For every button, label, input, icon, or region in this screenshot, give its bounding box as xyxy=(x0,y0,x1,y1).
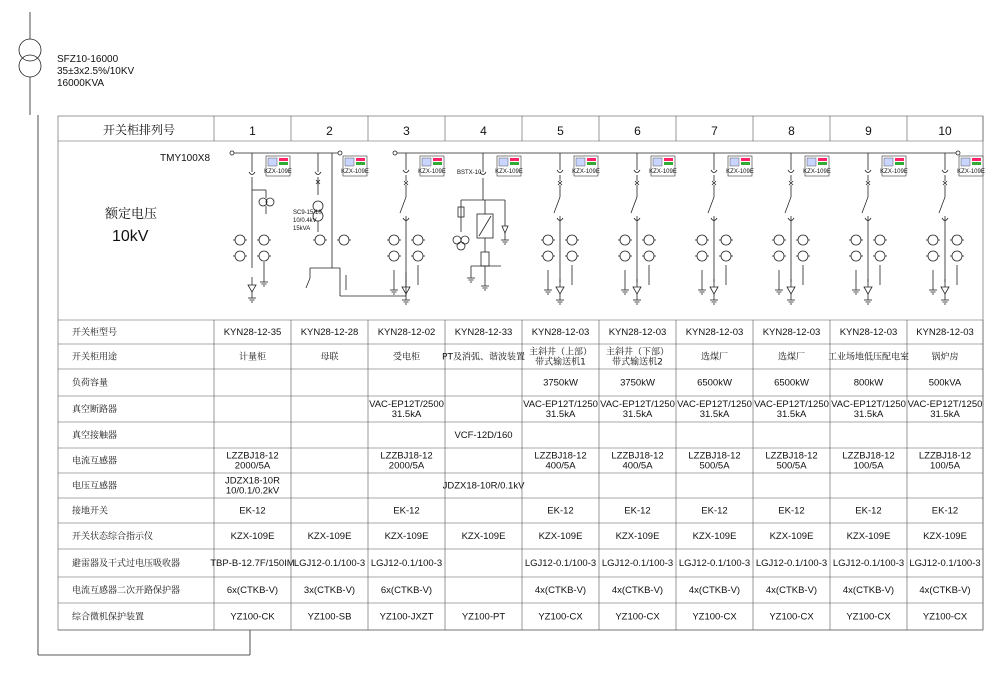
table-cell: 6x(CTKB-V) xyxy=(226,585,279,596)
table-cell: 选煤厂 xyxy=(700,352,729,363)
busbar-end-mid2 xyxy=(393,151,397,155)
table-cell: 3750kW xyxy=(620,377,655,389)
table-cell: JDZX18-10R/0.1kV xyxy=(442,480,525,492)
arrester-icon xyxy=(710,279,718,304)
table-cell: 4x(CTKB-V) xyxy=(765,585,818,596)
arrester-icon xyxy=(633,279,641,304)
panel-diagram-7 xyxy=(695,153,754,304)
table-cell: EK-12 xyxy=(547,505,574,517)
relay-display-icon xyxy=(880,156,908,176)
table-cell: EK-12 xyxy=(778,505,805,517)
row-label: 避雷器及干式过电压吸收器 xyxy=(72,559,181,569)
table-cell: 4x(CTKB-V) xyxy=(842,585,895,596)
table-cell: VAC-EP12T/2500 xyxy=(369,399,444,410)
column-header-6: 6 xyxy=(634,124,641,138)
busbar-end-mid xyxy=(338,151,342,155)
table-cell: KYN28-12-03 xyxy=(685,327,744,338)
plug-icon xyxy=(788,170,794,173)
table-cell: 主斜井（下部） xyxy=(605,347,670,358)
table-cell: EK-12 xyxy=(931,505,959,517)
table-cell: PT及消弧、谐波装置 xyxy=(442,352,525,363)
table-cell: LZZBJ18-12 xyxy=(918,450,972,462)
table-cell: 31.5kA xyxy=(930,409,960,420)
table-cell: KYN28-12-35 xyxy=(223,327,282,338)
table-cell: LGJ12-0.1/100-3 xyxy=(832,558,905,569)
table-cell: TBP-B-12.7F/150IM xyxy=(210,558,295,569)
table-cell: 2000/5A xyxy=(388,460,425,472)
ground-icon xyxy=(402,300,410,304)
table-cell: YZ100-CX xyxy=(538,611,583,623)
svg-text:KZX-109E: KZX-109E xyxy=(726,169,754,175)
table-cell: VAC-EP12T/1250 xyxy=(831,399,906,410)
table-cell: 母联 xyxy=(320,352,339,363)
table-cell: YZ100-CX xyxy=(922,611,968,623)
panel-diagram-8 xyxy=(772,153,831,304)
table-cell: KYN28-12-33 xyxy=(454,327,513,338)
table-cell: 带式输送机1 xyxy=(535,357,586,368)
relay-display-icon xyxy=(341,156,369,176)
table-cell: 400/5A xyxy=(545,460,576,472)
ground-icon xyxy=(864,300,872,304)
table-cell: VCF-12D/160 xyxy=(454,430,513,441)
table-cell: LGJ12-0.1/100-3 xyxy=(678,558,751,569)
table-cell: 工业场地低压配电室 xyxy=(827,352,910,363)
row-label: 接地开关 xyxy=(72,506,109,517)
table-cell: EK-12 xyxy=(393,505,420,517)
row-label: 开关柜型号 xyxy=(72,328,118,338)
table-cell: 100/5A xyxy=(929,460,961,472)
arrester-icon xyxy=(941,279,949,304)
table-cell: LZZBJ18-12 xyxy=(611,450,664,462)
voltage-value: 10kV xyxy=(112,228,149,245)
row-label: 电流互感器 xyxy=(72,456,118,467)
table-cell: 4x(CTKB-V) xyxy=(611,585,664,596)
ground-icon xyxy=(852,290,860,294)
table-cell: YZ100-CX xyxy=(846,611,891,623)
table-cell: KYN28-12-03 xyxy=(916,327,974,338)
table-cell: 2000/5A xyxy=(234,460,271,472)
table-cell: YZ100-PT xyxy=(461,611,506,623)
svg-text:KZX-109E: KZX-109E xyxy=(572,169,600,175)
table-cell: 500kVA xyxy=(928,377,962,389)
plug-icon xyxy=(942,170,948,173)
table-cell: KZX-109E xyxy=(692,531,737,542)
panel-diagram-2 xyxy=(306,153,406,296)
table-cell: KYN28-12-03 xyxy=(531,327,590,338)
table-cell: LGJ12-0.1/100-3 xyxy=(601,558,674,569)
panel-diagram-9 xyxy=(849,153,908,304)
ground-icon xyxy=(929,290,937,294)
row-label: 综合微机保护装置 xyxy=(72,612,145,623)
table-cell: YZ100-CX xyxy=(692,611,737,623)
table-grid xyxy=(58,116,983,630)
spec-rows xyxy=(72,326,982,623)
row-label: 开关柜用途 xyxy=(72,352,118,363)
ground-icon xyxy=(467,278,475,282)
table-cell: YZ100-JXZT xyxy=(379,611,434,623)
row-label: 负荷容量 xyxy=(72,378,109,389)
column-headers xyxy=(249,124,952,138)
table-cell: LZZBJ18-12 xyxy=(226,450,279,462)
table-cell: 400/5A xyxy=(622,460,653,472)
busbar-end-left xyxy=(230,151,234,155)
table-cell: LZZBJ18-12 xyxy=(765,450,818,462)
table-cell: KYN28-12-02 xyxy=(377,327,436,338)
svg-text:KZX-109E: KZX-109E xyxy=(649,169,677,175)
plug-icon xyxy=(249,172,255,175)
table-cell: 31.5kA xyxy=(545,409,576,420)
table-cell: YZ100-SB xyxy=(307,611,352,623)
column-header-2: 2 xyxy=(326,124,333,138)
row-label: 开关状态综合指示仪 xyxy=(72,532,154,542)
table-cell: LGJ12-0.1/100-3 xyxy=(293,558,366,569)
ground-icon xyxy=(481,286,489,290)
table-cell: 31.5kA xyxy=(776,409,807,420)
svg-text:KZX-109E: KZX-109E xyxy=(418,169,446,175)
panel-diagram-6 xyxy=(618,153,677,304)
ground-icon xyxy=(501,240,509,244)
table-cell: KZX-109E xyxy=(538,531,583,542)
plug-icon xyxy=(403,170,409,173)
column-header-5: 5 xyxy=(557,124,564,138)
relay-display-icon xyxy=(957,156,985,176)
table-cell: 4x(CTKB-V) xyxy=(534,585,587,596)
plug-icon xyxy=(865,170,871,173)
panel-diagram-10 xyxy=(926,153,985,304)
table-cell: KZX-109E xyxy=(769,531,814,542)
panel-diagrams xyxy=(233,153,985,304)
table-cell: LGJ12-0.1/100-3 xyxy=(909,558,981,569)
table-cell: KYN28-12-28 xyxy=(300,327,359,338)
relay-display-icon xyxy=(495,156,523,176)
row-label: 真空断路器 xyxy=(72,405,118,415)
table-cell: 带式输送机2 xyxy=(612,357,663,368)
table-cell: KZX-109E xyxy=(461,531,506,542)
table-cell: YZ100-CK xyxy=(230,611,275,623)
table-cell: LGJ12-0.1/100-3 xyxy=(524,558,597,569)
column-header-4: 4 xyxy=(480,124,487,138)
table-cell: 31.5kA xyxy=(622,409,653,420)
svg-text:KZX-109E: KZX-109E xyxy=(880,169,908,175)
relay-display-icon xyxy=(264,156,292,176)
table-cell: 500/5A xyxy=(776,460,807,472)
sc-transformer-line2: 10/0.4kV xyxy=(293,218,317,224)
table-cell: LZZBJ18-12 xyxy=(688,450,741,462)
ground-icon xyxy=(775,290,783,294)
svg-text:KZX-109E: KZX-109E xyxy=(341,169,369,175)
table-cell: 4x(CTKB-V) xyxy=(919,585,971,596)
ground-icon xyxy=(710,300,718,304)
ground-icon xyxy=(390,290,398,294)
table-cell: VAC-EP12T/1250 xyxy=(907,399,983,410)
table-cell: 31.5kA xyxy=(391,409,422,420)
transformer-capacity: 16000KVA xyxy=(57,78,105,89)
main-busbar xyxy=(230,151,960,155)
ground-icon xyxy=(787,300,795,304)
ground-icon xyxy=(621,290,629,294)
table-cell: KZX-109E xyxy=(846,531,891,542)
table-cell: LGJ12-0.1/100-3 xyxy=(370,558,443,569)
table-cell: 计量柜 xyxy=(238,352,267,363)
table-cell: YZ100-CX xyxy=(769,611,814,623)
table-cell: VAC-EP12T/1250 xyxy=(677,399,752,410)
svg-text:KZX-109E: KZX-109E xyxy=(264,169,292,175)
table-cell: 6x(CTKB-V) xyxy=(380,585,433,596)
plug-icon xyxy=(634,170,640,173)
table-cell: 800kW xyxy=(853,377,884,389)
column-header-3: 3 xyxy=(403,124,410,138)
table-cell: VAC-EP12T/1250 xyxy=(523,399,598,410)
table-cell: YZ100-CX xyxy=(615,611,660,623)
arrester-icon xyxy=(787,279,795,304)
table-cell: 选煤厂 xyxy=(777,352,806,363)
svg-text:KZX-109E: KZX-109E xyxy=(957,169,985,175)
relay-display-icon xyxy=(726,156,754,176)
ground-icon xyxy=(698,290,706,294)
table-cell: EK-12 xyxy=(624,505,651,517)
busbar-label: TMY100X8 xyxy=(160,153,211,164)
table-cell: EK-12 xyxy=(239,505,266,517)
table-cell: 100/5A xyxy=(853,460,884,472)
plug-icon xyxy=(711,170,717,173)
panel-diagram-5 xyxy=(541,153,600,304)
bstx-label: BSTX-10 xyxy=(457,170,482,176)
table-cell: 3x(CTKB-V) xyxy=(303,585,356,596)
column-header-7: 7 xyxy=(711,124,718,138)
arrester-icon xyxy=(864,279,872,304)
ground-icon xyxy=(556,300,564,304)
row-label: 真空接触器 xyxy=(72,431,118,441)
table-cell: KYN28-12-03 xyxy=(608,327,667,338)
table-cell: VAC-EP12T/1250 xyxy=(600,399,675,410)
relay-display-icon xyxy=(572,156,600,176)
svg-text:KZX-109E: KZX-109E xyxy=(495,169,523,175)
sc-transformer-line1: SC9-15/10 xyxy=(293,210,322,216)
table-cell: 主斜井（上部） xyxy=(528,347,593,358)
table-cell: 6500kW xyxy=(697,377,732,389)
column-header-9: 9 xyxy=(865,124,872,138)
plug-icon xyxy=(315,172,321,175)
table-cell: LZZBJ18-12 xyxy=(534,450,587,462)
table-cell: 受电柜 xyxy=(392,352,421,363)
table-cell: 3750kW xyxy=(543,377,578,389)
row-label: 电压互感器 xyxy=(72,481,118,492)
ground-icon xyxy=(941,300,949,304)
arrester-icon xyxy=(248,277,256,302)
ground-icon xyxy=(248,298,256,302)
svg-text:KZX-109E: KZX-109E xyxy=(803,169,831,175)
relay-display-icon xyxy=(803,156,831,176)
table-cell: KYN28-12-03 xyxy=(839,327,898,338)
ground-icon xyxy=(544,290,552,294)
relay-display-icon xyxy=(649,156,677,176)
transformer-ratio: 35±3x2.5%/10KV xyxy=(57,66,135,77)
column-header-8: 8 xyxy=(788,124,795,138)
arrester-icon xyxy=(556,279,564,304)
transformer-model: SFZ10-16000 xyxy=(57,54,119,65)
table-cell: KZX-109E xyxy=(307,531,352,542)
column-header-1: 1 xyxy=(249,124,256,138)
table-cell: KZX-109E xyxy=(384,531,429,542)
table-cell: 500/5A xyxy=(699,460,730,472)
panel-diagram-1 xyxy=(233,153,292,302)
table-cell: LGJ12-0.1/100-3 xyxy=(755,558,828,569)
table-cell: LZZBJ18-12 xyxy=(380,450,433,462)
relay-display-icon xyxy=(418,156,446,176)
busbar-end-right xyxy=(956,151,960,155)
ground-icon xyxy=(633,300,641,304)
header-label: 开关柜排列号 xyxy=(103,123,176,137)
table-cell: KZX-109E xyxy=(615,531,660,542)
table-cell: JDZX18-10R xyxy=(225,475,280,487)
row-label: 电流互感器二次开路保护器 xyxy=(72,586,181,596)
voltage-label: 额定电压 xyxy=(105,207,158,222)
table-cell: 10/0.1/0.2kV xyxy=(225,485,280,497)
table-cell: 4x(CTKB-V) xyxy=(688,585,741,596)
table-cell: 31.5kA xyxy=(853,409,884,420)
table-cell: KZX-109E xyxy=(923,531,967,542)
table-cell: KZX-109E xyxy=(230,531,275,542)
table-cell: 锅炉房 xyxy=(931,352,959,363)
ground-icon xyxy=(260,282,268,286)
table-cell: EK-12 xyxy=(855,505,882,517)
table-cell: VAC-EP12T/1250 xyxy=(754,399,829,410)
table-cell: 6500kW xyxy=(774,377,809,389)
plug-icon xyxy=(557,170,563,173)
table-cell: 31.5kA xyxy=(699,409,730,420)
table-cell: KYN28-12-03 xyxy=(762,327,821,338)
table-cell: LZZBJ18-12 xyxy=(842,450,895,462)
sc-transformer-line3: 15kVA xyxy=(293,226,311,232)
table-cell: EK-12 xyxy=(701,505,728,517)
column-header-10: 10 xyxy=(938,124,952,138)
panel-diagram-3 xyxy=(387,153,446,304)
